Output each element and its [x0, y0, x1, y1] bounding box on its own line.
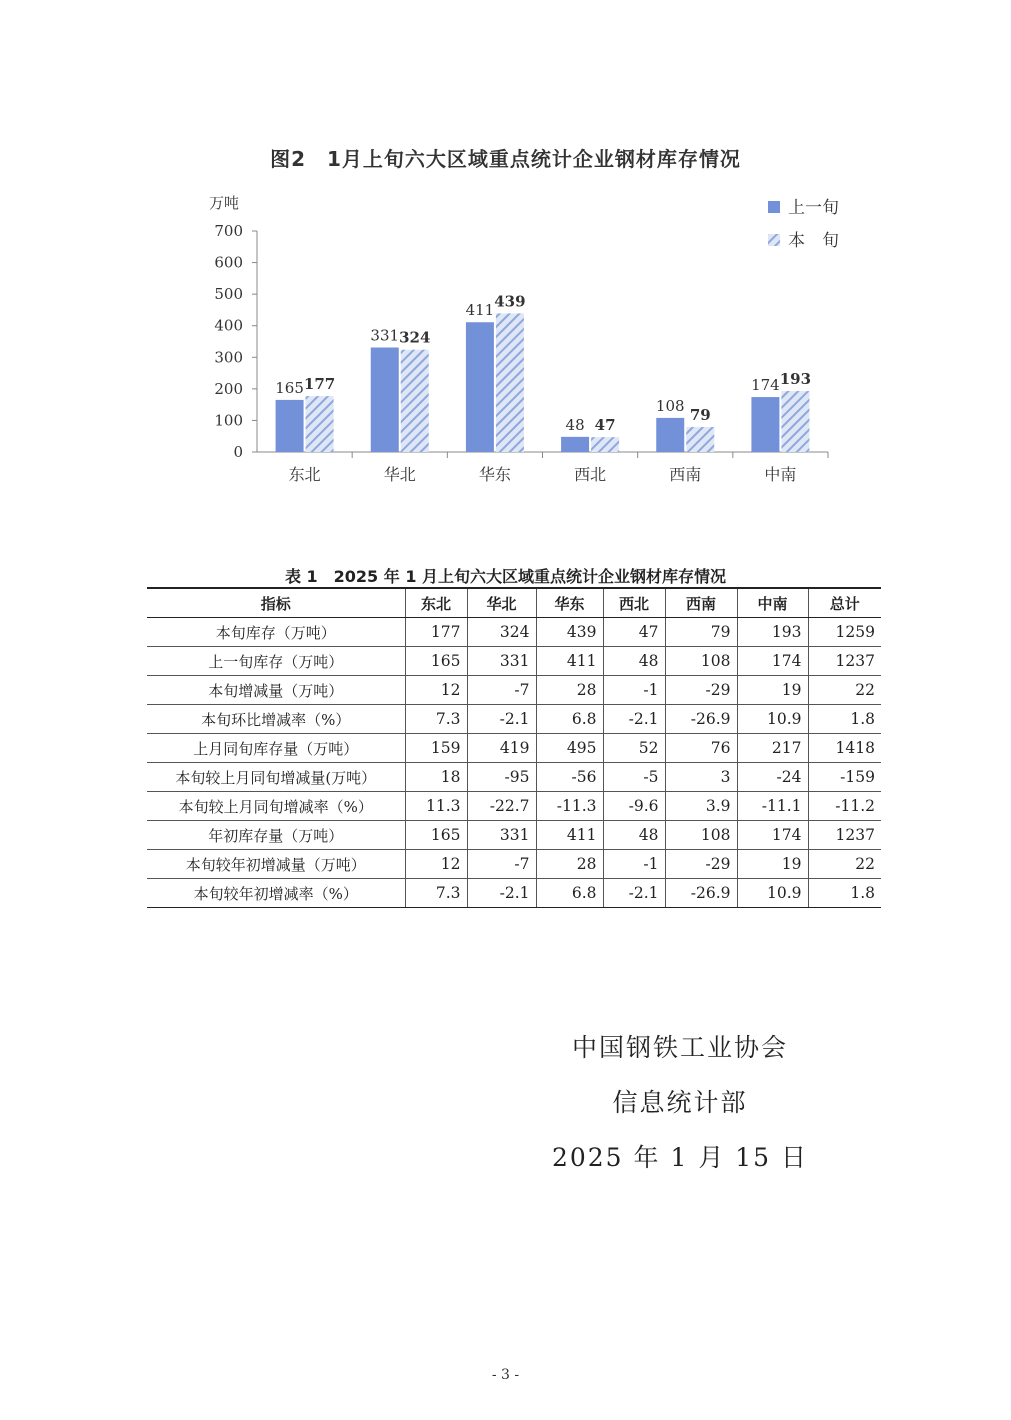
table-cell: 19 [737, 850, 808, 879]
y-tick-label: 400 [214, 316, 243, 335]
data-label: 174 [751, 376, 780, 395]
bar-chart [0, 0, 1011, 520]
table-cell: 48 [603, 821, 665, 850]
table-cell: 1418 [808, 734, 881, 763]
column-header: 总计 [808, 588, 881, 618]
table-cell: 28 [536, 676, 603, 705]
table-cell: 419 [467, 734, 536, 763]
signature-organization: 中国钢铁工业协会 [571, 1033, 788, 1062]
x-tick-label: 中南 [764, 465, 797, 484]
table-cell: 28 [536, 850, 603, 879]
table-cell: -2.1 [467, 879, 536, 908]
table-cell: -11.3 [536, 792, 603, 821]
bar-current-period [401, 350, 429, 452]
row-label: 本旬增减量（万吨） [147, 676, 405, 705]
bar-previous-period [561, 437, 589, 452]
table-cell: -2.1 [467, 705, 536, 734]
table-header-row [147, 588, 881, 618]
data-label: 193 [779, 370, 812, 389]
x-tick-label: 西南 [669, 465, 702, 484]
table-cell: -24 [737, 763, 808, 792]
row-label: 上月同旬库存量（万吨） [147, 734, 405, 763]
bar-previous-period [656, 418, 684, 452]
table-cell: 439 [536, 618, 603, 647]
table-cell: 165 [405, 821, 467, 850]
y-tick-label: 600 [214, 253, 243, 272]
data-label: 177 [303, 375, 336, 394]
bar-previous-period [276, 400, 304, 452]
table-cell: -11.1 [737, 792, 808, 821]
table-cell: 48 [603, 647, 665, 676]
column-header: 西北 [603, 588, 665, 618]
table-cell: 193 [737, 618, 808, 647]
column-header: 西南 [665, 588, 737, 618]
bar-current-period [591, 437, 619, 452]
column-header: 东北 [405, 588, 467, 618]
table-cell: -7 [467, 850, 536, 879]
table-row [147, 734, 881, 763]
data-label: 411 [465, 301, 495, 320]
legend-swatch [768, 234, 780, 246]
data-label: 79 [689, 406, 711, 425]
table-cell: 47 [603, 618, 665, 647]
table-cell: -26.9 [665, 879, 737, 908]
table-cell: -29 [665, 676, 737, 705]
signature-department: 信息统计部 [612, 1088, 748, 1117]
data-label: 324 [399, 328, 431, 347]
table-row [147, 676, 881, 705]
legend-label: 上一旬 [788, 198, 839, 218]
table-row [147, 705, 881, 734]
column-header: 华北 [467, 588, 536, 618]
table-title: 表 1 2025 年 1 月上旬六大区域重点统计企业钢材库存情况 [284, 567, 727, 586]
table-cell: 1.8 [808, 705, 881, 734]
table-row [147, 850, 881, 879]
table-cell: 6.8 [536, 879, 603, 908]
table-cell: 22 [808, 676, 881, 705]
table-cell: -159 [808, 763, 881, 792]
row-label: 本旬较年初增减量（万吨） [147, 850, 405, 879]
table-cell: 12 [405, 850, 467, 879]
data-label: 47 [594, 416, 616, 435]
bar-previous-period [371, 347, 399, 452]
bar-previous-period [751, 397, 779, 452]
table-cell: -2.1 [603, 705, 665, 734]
y-tick-label: 300 [214, 348, 243, 367]
table-cell: 495 [536, 734, 603, 763]
signature-date: 2025 年 1 月 15 日 [551, 1143, 809, 1172]
y-tick-label: 700 [214, 222, 243, 240]
inventory-table [147, 587, 881, 908]
table-cell: -2.1 [603, 879, 665, 908]
column-header-indicator: 指标 [147, 588, 405, 618]
y-tick-label: 100 [214, 411, 243, 430]
row-label: 本旬较年初增减率（%） [147, 879, 405, 908]
x-tick-label: 华北 [383, 465, 416, 484]
table-cell: 411 [536, 647, 603, 676]
table-cell: 174 [737, 647, 808, 676]
table-cell: -1 [603, 850, 665, 879]
table-cell: -26.9 [665, 705, 737, 734]
column-header: 华东 [536, 588, 603, 618]
bar-current-period [496, 313, 524, 452]
column-header: 中南 [737, 588, 808, 618]
table-row [147, 879, 881, 908]
table-cell: 79 [665, 618, 737, 647]
table-cell: 1259 [808, 618, 881, 647]
table-row [147, 618, 881, 647]
table-cell: 6.8 [536, 705, 603, 734]
table-cell: 52 [603, 734, 665, 763]
table-cell: 331 [467, 647, 536, 676]
table-cell: -5 [603, 763, 665, 792]
data-label: 331 [370, 326, 400, 345]
table-cell: 12 [405, 676, 467, 705]
table-cell: 22 [808, 850, 881, 879]
data-label: 165 [275, 378, 304, 397]
table-cell: 1237 [808, 647, 881, 676]
row-label: 上一旬库存（万吨） [147, 647, 405, 676]
bar-current-period [686, 427, 714, 452]
bar-current-period [306, 396, 334, 452]
table-cell: 18 [405, 763, 467, 792]
page-number: - 3 - [491, 1367, 520, 1383]
row-label: 本旬库存（万吨） [147, 618, 405, 647]
table-cell: 10.9 [737, 705, 808, 734]
table-cell: 174 [737, 821, 808, 850]
table-cell: 177 [405, 618, 467, 647]
chart-title: 图2 1月上旬六大区域重点统计企业钢材库存情况 [270, 147, 741, 171]
table-cell: -1 [603, 676, 665, 705]
data-label: 439 [494, 292, 526, 311]
table-cell: 108 [665, 647, 737, 676]
row-label: 本旬较上月同旬增减量(万吨） [147, 763, 405, 792]
table-cell: -7 [467, 676, 536, 705]
bar-previous-period [466, 322, 494, 452]
table-cell: 331 [467, 821, 536, 850]
data-label: 48 [565, 415, 585, 434]
y-axis-unit-label: 万吨 [209, 194, 240, 212]
bar-current-period [781, 391, 809, 452]
x-tick-label: 东北 [288, 465, 321, 484]
table-cell: 1.8 [808, 879, 881, 908]
table-cell: 10.9 [737, 879, 808, 908]
table-row [147, 647, 881, 676]
table-cell: -22.7 [467, 792, 536, 821]
legend-swatch [768, 201, 780, 213]
row-label: 本旬较上月同旬增减率（%） [147, 792, 405, 821]
table-cell: 76 [665, 734, 737, 763]
x-tick-label: 西北 [574, 465, 607, 484]
table-cell: -29 [665, 850, 737, 879]
row-label: 本旬环比增减率（%） [147, 705, 405, 734]
table-cell: 159 [405, 734, 467, 763]
table-cell: 217 [737, 734, 808, 763]
legend-label: 本 旬 [788, 231, 839, 251]
table-cell: 3.9 [665, 792, 737, 821]
data-label: 108 [655, 396, 685, 415]
table-row [147, 792, 881, 821]
table-cell: -95 [467, 763, 536, 792]
table-cell: -9.6 [603, 792, 665, 821]
table-cell: -11.2 [808, 792, 881, 821]
table-cell: 19 [737, 676, 808, 705]
table-cell: -56 [536, 763, 603, 792]
table-cell: 7.3 [405, 705, 467, 734]
y-tick-label: 0 [233, 443, 243, 461]
table-cell: 7.3 [405, 879, 467, 908]
y-tick-label: 200 [214, 379, 243, 398]
table-cell: 108 [665, 821, 737, 850]
x-tick-label: 华东 [478, 465, 511, 484]
y-tick-label: 500 [214, 285, 243, 304]
table-cell: 324 [467, 618, 536, 647]
table-cell: 165 [405, 647, 467, 676]
table-cell: 3 [665, 763, 737, 792]
table-cell: 411 [536, 821, 603, 850]
table-row [147, 821, 881, 850]
row-label: 年初库存量（万吨） [147, 821, 405, 850]
table-cell: 1237 [808, 821, 881, 850]
table-cell: 11.3 [405, 792, 467, 821]
table-row [147, 763, 881, 792]
